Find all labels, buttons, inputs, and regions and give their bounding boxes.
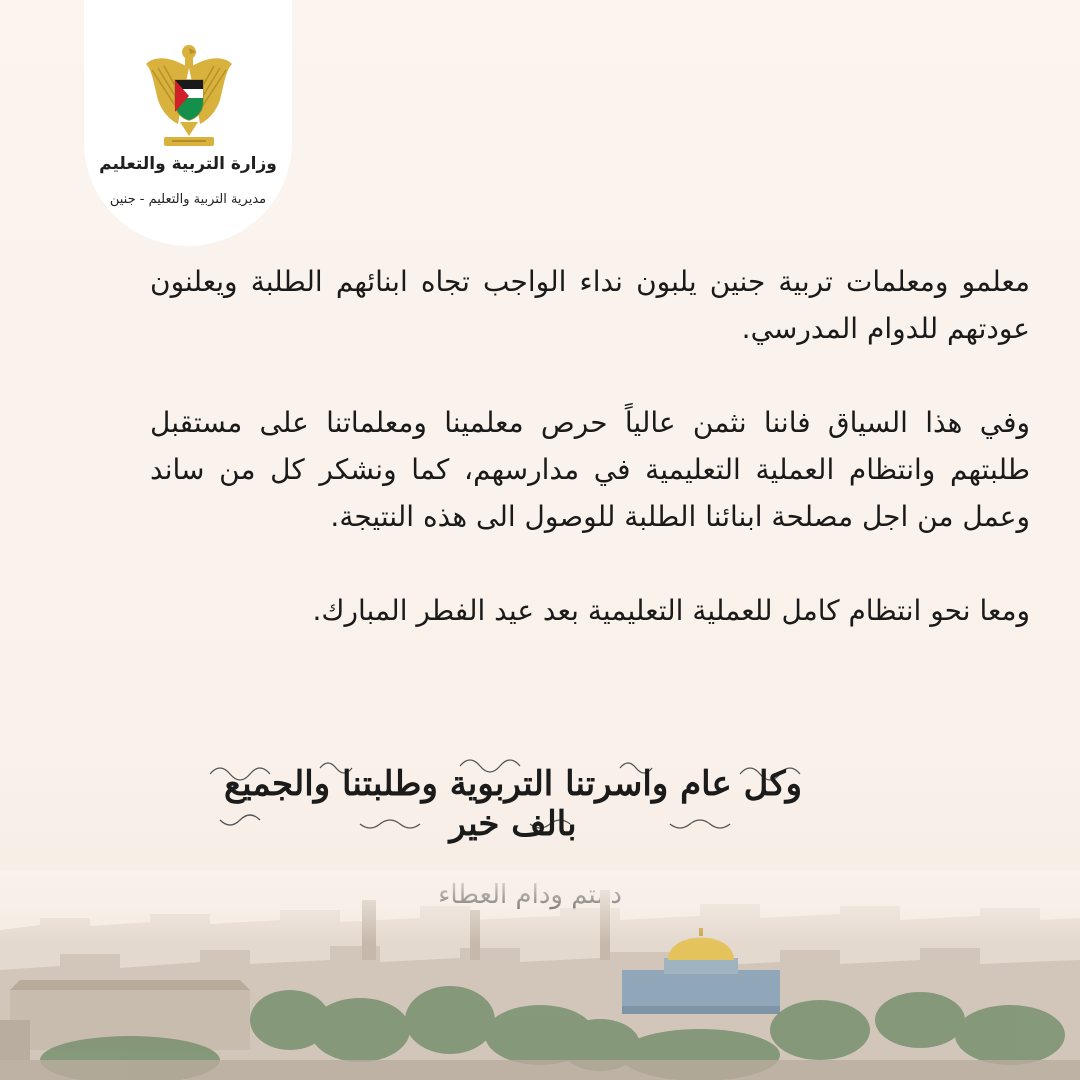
greeting-text: وكل عام واسرتنا التربوية وطلبتنا والجميع بالف خير bbox=[223, 764, 803, 844]
eid-greeting bbox=[200, 754, 826, 844]
announcement-body bbox=[150, 258, 1030, 681]
paragraph-3: ومعا نحو انتظام كامل للعملية التعليمية بعد عيد الفطر المبارك. bbox=[312, 594, 1030, 627]
jerusalem-cityscape-icon bbox=[0, 870, 1080, 1080]
ministry-name: وزارة التربية والتعليم bbox=[99, 154, 277, 174]
palestinian-eagle-emblem-icon bbox=[144, 40, 234, 150]
paragraph-1: معلمو ومعلمات تربية جنين يلبون نداء الواجب تجاه ابنائهم الطلبة ويعلنون عودتهم للدوام المدرسي. bbox=[150, 265, 1030, 345]
directorate-name: مديرية التربية والتعليم - جنين bbox=[109, 192, 267, 207]
paragraph-2: وفي هذا السياق فاننا نثمن عالياً حرص معلمينا ومعلماتنا على مستقبل طلبتهم وانتظام العملية التعليمية في مدارسهم، كما ونشكر كل من ساند وعمل من اجل مصلحة ابنائنا الطلبة للوصول الى هذه النتيجة. bbox=[150, 406, 1030, 533]
ministry-logo-card bbox=[84, 0, 292, 246]
